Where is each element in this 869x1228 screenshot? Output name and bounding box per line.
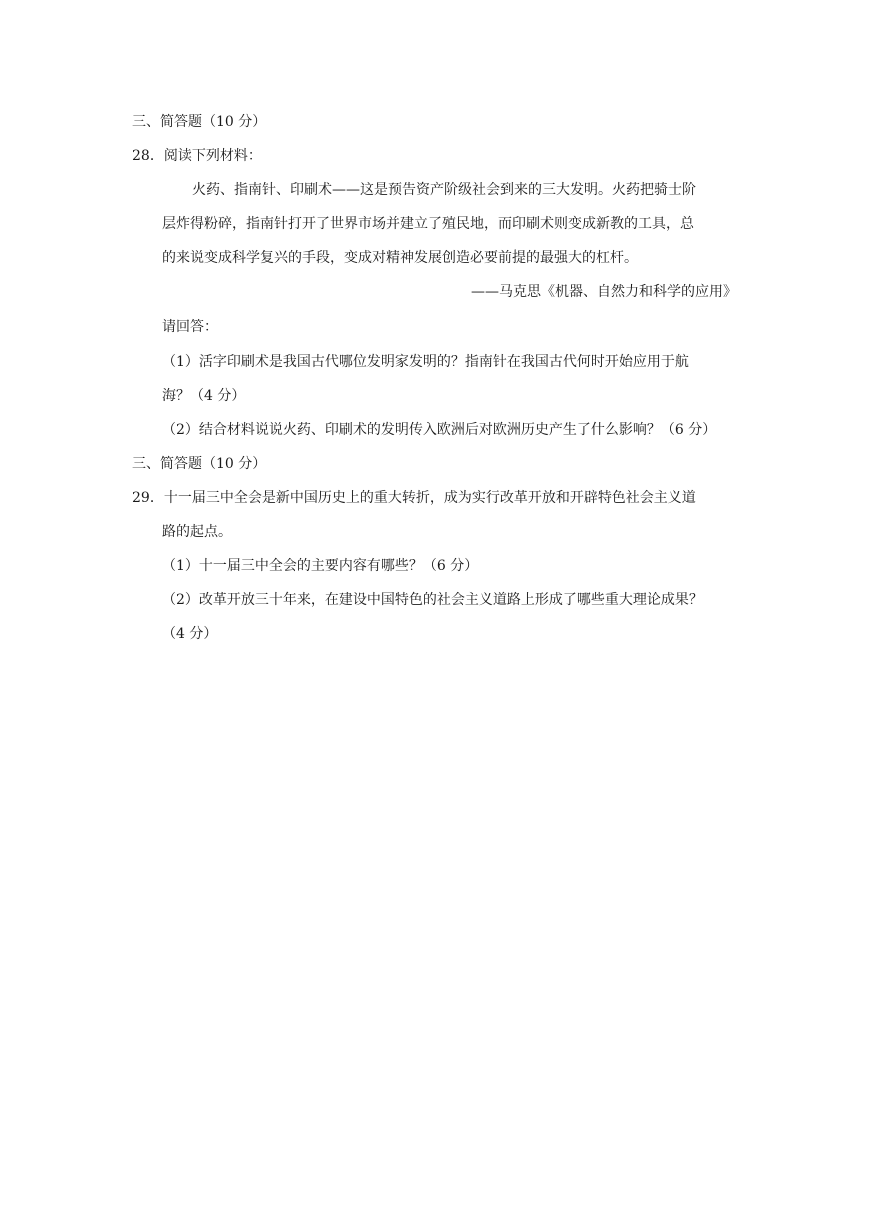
- question-29-stem-line1: 29．十一届三中全会是新中国历史上的重大转折，成为实行改革开放和开辟特色社会主义道: [132, 490, 696, 506]
- material-line-3: 的来说变成科学复兴的手段，变成对精神发展创造必要前提的最强大的杠杆。: [162, 250, 638, 266]
- question-29-sub2-line1: （2）改革开放三十年来，在建设中国特色的社会主义道路上形成了哪些重大理论成果？: [162, 592, 703, 608]
- question-28-sub2: （2）结合材料说说火药、印刷术的发明传入欧洲后对欧洲历史产生了什么影响？（6 分）: [162, 422, 717, 438]
- question-28-sub1-line2: 海？（4 分）: [162, 388, 246, 404]
- question-29-stem-line2: 路的起点。: [162, 524, 232, 540]
- section-heading-1: 三、简答题（10 分）: [132, 114, 267, 130]
- question-28-prompt: 请回答：: [162, 319, 218, 335]
- material-source: ——马克思《机器、自然力和科学的应用》: [471, 284, 737, 300]
- material-line-1: 火药、指南针、印刷术——这是预告资产阶级社会到来的三大发明。火药把骑士阶: [192, 182, 696, 198]
- question-29-sub2-line2: （4 分）: [162, 626, 218, 642]
- material-line-2: 层炸得粉碎，指南针打开了世界市场并建立了殖民地，而印刷术则变成新教的工具，总: [162, 216, 694, 232]
- section-heading-2: 三、简答题（10 分）: [132, 456, 267, 472]
- question-28-sub1-line1: （1）活字印刷术是我国古代哪位发明家发明的？指南针在我国古代何时开始应用于航: [162, 354, 689, 370]
- question-28-stem: 28．阅读下列材料：: [132, 148, 262, 164]
- question-29-sub1: （1）十一届三中全会的主要内容有哪些？（6 分）: [162, 558, 479, 574]
